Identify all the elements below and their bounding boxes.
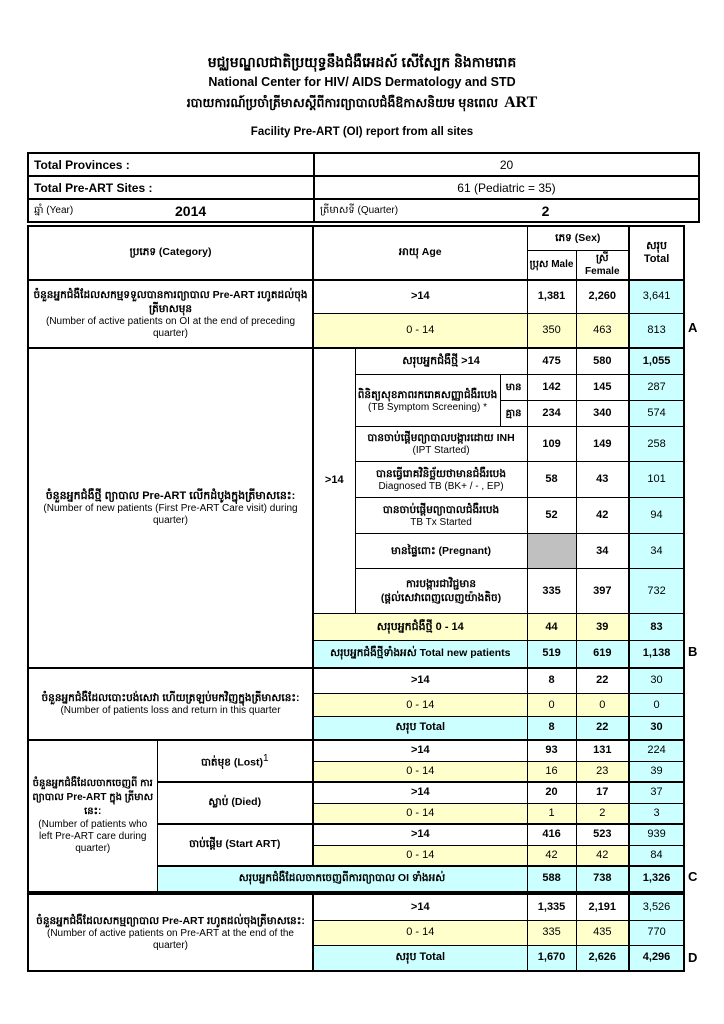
male-value: 8 bbox=[527, 717, 576, 740]
female-value: 22 bbox=[576, 668, 629, 694]
female-value: 34 bbox=[576, 534, 629, 569]
male-value: 1,335 bbox=[527, 894, 576, 920]
female-value: 145 bbox=[576, 375, 629, 401]
section-c-row-lost-over14 bbox=[28, 740, 684, 762]
age-cell: >14 bbox=[313, 782, 527, 804]
male-value: 142 bbox=[527, 375, 576, 401]
male-value: 42 bbox=[527, 846, 576, 866]
total-value: 1,326 bbox=[629, 866, 684, 892]
header-female: ស្រី Female bbox=[576, 250, 629, 280]
total-value: 813 bbox=[629, 314, 684, 348]
start-art-label-khmer: ចាប់ផ្តើម (Start ART) bbox=[189, 838, 281, 850]
female-value: 0 bbox=[576, 694, 629, 717]
section-d-label-khmer: ចំនួនអ្នកជំងឺដែលសកម្មព្យាបាល Pre-ART រហូតដល់ចុងត្រីមាសនេះ: bbox=[36, 914, 305, 927]
section-marker-d: D bbox=[688, 950, 698, 965]
table-header-row-1 bbox=[28, 226, 684, 250]
provinces-value: 20 bbox=[314, 153, 699, 176]
age-cell: សរុប Total bbox=[313, 717, 527, 740]
section-marker-a: A bbox=[688, 320, 698, 335]
section-marker-c: C bbox=[688, 869, 698, 884]
total-value: 34 bbox=[629, 534, 684, 569]
info-row-sites bbox=[28, 176, 699, 199]
total-value: 94 bbox=[629, 498, 684, 534]
male-value: 416 bbox=[527, 824, 576, 846]
year-label: ឆ្នាំ (Year) bbox=[34, 205, 74, 216]
diagnosed-tb-label-khmer: បានធ្វើរោគវិនិច្ឆ័យថាមានជំងឺរបេង bbox=[376, 467, 506, 480]
diagnosed-tb-label-english: Diagnosed TB (BK+ / - , EP) bbox=[378, 480, 504, 492]
total-value: 939 bbox=[629, 824, 684, 846]
female-value: 340 bbox=[576, 401, 629, 427]
total-value: 30 bbox=[629, 668, 684, 694]
section-a-category bbox=[28, 280, 313, 348]
year-cell bbox=[28, 199, 314, 222]
female-value: 42 bbox=[576, 846, 629, 866]
total-value: 574 bbox=[629, 401, 684, 427]
female-value: 2,191 bbox=[576, 894, 629, 920]
tb-screening-label-khmer: ពិនិត្យសុខភាពរករោគសញ្ញាជំងឺរបេង bbox=[357, 388, 498, 401]
total-value: 3 bbox=[629, 804, 684, 824]
title-english: National Center for HIV/ AIDS Dermatology and STD bbox=[208, 75, 516, 89]
info-row-period bbox=[28, 199, 699, 222]
row-label: សរុបអ្នកជំងឺថ្មី >14 bbox=[355, 348, 527, 375]
provinces-label: Total Provinces : bbox=[28, 153, 314, 176]
section-d-category bbox=[28, 894, 313, 971]
section-loss-label-english: (Number of patients loss and return in this quarter bbox=[60, 704, 281, 716]
subtitle-khmer bbox=[0, 92, 724, 114]
female-value: 149 bbox=[576, 427, 629, 462]
total-value: 1,055 bbox=[629, 348, 684, 375]
male-value: 109 bbox=[527, 427, 576, 462]
female-value: 397 bbox=[576, 569, 629, 614]
total-value: 287 bbox=[629, 375, 684, 401]
header-sex: ភេទ (Sex) bbox=[527, 226, 629, 250]
info-row-provinces bbox=[28, 153, 699, 176]
male-value: 0 bbox=[527, 694, 576, 717]
total-value: 84 bbox=[629, 846, 684, 866]
female-value: 131 bbox=[576, 740, 629, 762]
tb-yes-label: មាន bbox=[500, 375, 527, 401]
section-d-table bbox=[27, 893, 685, 972]
female-value: 39 bbox=[576, 614, 629, 641]
age-cell: 0 - 14 bbox=[313, 694, 527, 717]
tb-screening-label bbox=[355, 375, 500, 427]
section-c-label-khmer: ចំនួនអ្នកជំងឺដែលចាកចេញពី ការព្យាបាល Pre-ART ក្នុង ត្រីមាសនេះ: bbox=[32, 777, 154, 817]
male-value: 58 bbox=[527, 462, 576, 498]
total-value: 3,641 bbox=[629, 280, 684, 314]
quarter-cell bbox=[314, 199, 699, 222]
age-cell: >14 bbox=[313, 280, 527, 314]
total-value: 30 bbox=[629, 717, 684, 740]
female-value: 2 bbox=[576, 804, 629, 824]
total-value: 770 bbox=[629, 920, 684, 945]
section-b-label-english: (Number of new patients (First Pre-ART Care visit) during quarter) bbox=[43, 502, 298, 526]
ipt-label bbox=[355, 427, 527, 462]
subtitle-khmer-text: របាយការណ៍ប្រចាំត្រីមាសស្តីពីការព្យាបាលជំងឺឱកាសនិយម មុនពេល bbox=[186, 96, 499, 110]
died-label-khmer: ស្លាប់ (Died) bbox=[208, 796, 262, 808]
section-d-label-english: (Number of active patients on Pre-ART at the end of the quarter) bbox=[47, 927, 294, 951]
row-label: សរុបអ្នកជំងឺថ្មីទាំងអស់ Total new patients bbox=[313, 641, 527, 668]
age-cell: >14 bbox=[313, 894, 527, 920]
male-value: 44 bbox=[527, 614, 576, 641]
quarter-value: 2 bbox=[541, 202, 550, 219]
sites-value: 61 (Pediatric = 35) bbox=[314, 176, 699, 199]
male-value: 8 bbox=[527, 668, 576, 694]
section-a-row-over14 bbox=[28, 280, 684, 314]
section-c-category bbox=[28, 740, 157, 892]
pre-art-report-table bbox=[27, 225, 685, 893]
male-value: 519 bbox=[527, 641, 576, 668]
total-value: 258 bbox=[629, 427, 684, 462]
section-b-row-summary-over14 bbox=[28, 348, 684, 375]
female-value: 580 bbox=[576, 348, 629, 375]
title-khmer: មជ្ឈមណ្ឌលជាតិប្រយុទ្ធនឹងជំងឺអេដស៍ សើស្បែក និងកាមរោគ bbox=[207, 54, 517, 70]
total-value: 0 bbox=[629, 694, 684, 717]
female-value: 2,626 bbox=[576, 945, 629, 971]
lost-label bbox=[157, 740, 313, 782]
age-cell: 0 - 14 bbox=[313, 846, 527, 866]
female-value: 17 bbox=[576, 782, 629, 804]
tb-no-label: គ្មាន bbox=[500, 401, 527, 427]
tb-tx-label-english: TB Tx Started bbox=[410, 516, 472, 528]
male-value-disabled bbox=[527, 534, 576, 569]
header-category: ប្រភេទ (Category) bbox=[28, 226, 313, 280]
male-value: 475 bbox=[527, 348, 576, 375]
total-value: 101 bbox=[629, 462, 684, 498]
quarter-label: ត្រីមាសទី (Quarter) bbox=[320, 205, 399, 216]
male-value: 1,670 bbox=[527, 945, 576, 971]
female-value: 43 bbox=[576, 462, 629, 498]
age-cell: 0 - 14 bbox=[313, 314, 527, 348]
report-info-table bbox=[27, 152, 700, 223]
total-value: 3,526 bbox=[629, 894, 684, 920]
report-title: Facility Pre-ART (OI) report from all sites bbox=[250, 126, 474, 138]
total-value: 732 bbox=[629, 569, 684, 614]
age-cell: >14 bbox=[313, 824, 527, 846]
female-value: 738 bbox=[576, 866, 629, 892]
section-a-label-khmer: ចំនួនអ្នកជំងឺដែលសកម្មទទួលបានការព្យាបាល Pre-ART រហូតដល់ចុងត្រីមាសមុន bbox=[33, 288, 308, 315]
section-b-label-khmer: ចំនួនអ្នកជំងឺថ្មី ព្យាបាល Pre-ART លើកដំបូងក្នុងត្រីមាសនេះ: bbox=[45, 489, 296, 502]
row-label: សរុបអ្នកជំងឺថ្មី 0 - 14 bbox=[313, 614, 527, 641]
female-value: 2,260 bbox=[576, 280, 629, 314]
section-loss-row-over14 bbox=[28, 668, 684, 694]
header-male: ប្រុស Male bbox=[527, 250, 576, 280]
male-value: 350 bbox=[527, 314, 576, 348]
total-value: 1,138 bbox=[629, 641, 684, 668]
male-value: 234 bbox=[527, 401, 576, 427]
tb-screening-label-english: (TB Symptom Screening) * bbox=[368, 401, 487, 413]
age-cell: >14 bbox=[313, 740, 527, 762]
section-loss-category bbox=[28, 668, 313, 740]
male-value: 93 bbox=[527, 740, 576, 762]
male-value: 335 bbox=[527, 920, 576, 945]
pregnant-label bbox=[355, 534, 527, 569]
female-value: 22 bbox=[576, 717, 629, 740]
lost-label-khmer: បាត់មុខ (Lost) bbox=[200, 756, 264, 769]
section-a-label-english: (Number of active patients on OI at the end of preceding quarter) bbox=[45, 315, 296, 339]
female-value: 23 bbox=[576, 762, 629, 782]
section-loss-label-khmer: ចំនួនអ្នកជំងឺដែលបោះបង់សេវា ហើយត្រឡប់មកវិញក្នុងត្រីមាសនេះ: bbox=[41, 691, 300, 704]
age-cell: 0 - 14 bbox=[313, 804, 527, 824]
total-value: 39 bbox=[629, 762, 684, 782]
male-value: 1 bbox=[527, 804, 576, 824]
lost-footnote-mark: 1 bbox=[263, 752, 269, 764]
total-value: 37 bbox=[629, 782, 684, 804]
ipt-label-english: (IPT Started) bbox=[412, 445, 470, 456]
male-value: 335 bbox=[527, 569, 576, 614]
female-value: 463 bbox=[576, 314, 629, 348]
total-value: 83 bbox=[629, 614, 684, 641]
died-label bbox=[157, 782, 313, 824]
section-b-category bbox=[28, 348, 313, 668]
female-value: 435 bbox=[576, 920, 629, 945]
header-total: សរុប Total bbox=[629, 226, 684, 280]
positive-prevention-label-khmer: ការបង្ការជាវិជ្ជមាន bbox=[406, 578, 477, 590]
section-c-label-english: (Number of patients who left Pre-ART care during quarter) bbox=[38, 818, 148, 854]
female-value: 523 bbox=[576, 824, 629, 846]
male-value: 52 bbox=[527, 498, 576, 534]
male-value: 16 bbox=[527, 762, 576, 782]
age-cell: 0 - 14 bbox=[313, 920, 527, 945]
pregnant-label-khmer: មានផ្ទៃពោះ (Pregnant) bbox=[391, 545, 492, 557]
year-value: 2014 bbox=[175, 202, 207, 219]
age-cell: >14 bbox=[313, 668, 527, 694]
diagnosed-tb-label bbox=[355, 462, 527, 498]
total-value: 4,296 bbox=[629, 945, 684, 971]
total-value: 224 bbox=[629, 740, 684, 762]
female-value: 42 bbox=[576, 498, 629, 534]
section-d-row-over14 bbox=[28, 894, 684, 920]
male-value: 20 bbox=[527, 782, 576, 804]
positive-prevention-label-khmer-2: (ផ្តល់សេវាពេញលេញយ៉ាងតិច) bbox=[380, 592, 502, 604]
positive-prevention-label bbox=[355, 569, 527, 614]
tb-tx-label bbox=[355, 498, 527, 534]
header-age: អាយុ Age bbox=[313, 226, 527, 280]
tb-tx-label-khmer: បានចាប់ផ្តើមព្យាបាលជំងឺរបេង bbox=[382, 503, 500, 516]
ipt-label-khmer: បានចាប់ផ្តើមព្យាបាលបង្ការដោយ INH bbox=[367, 432, 515, 444]
male-value: 1,381 bbox=[527, 280, 576, 314]
age-cell: សរុប Total bbox=[313, 945, 527, 971]
male-value: 588 bbox=[527, 866, 576, 892]
female-value: 619 bbox=[576, 641, 629, 668]
age-cell: 0 - 14 bbox=[313, 762, 527, 782]
section-b-age-group: >14 bbox=[313, 348, 355, 614]
subtitle-art: ART bbox=[504, 94, 538, 111]
row-label: សរុបអ្នកជំងឺដែលចាកចេញពីការព្យាបាល OI ទាំងអស់ bbox=[157, 866, 527, 892]
section-marker-b: B bbox=[688, 644, 698, 659]
document-header bbox=[0, 52, 724, 138]
sites-label: Total Pre-ART Sites : bbox=[28, 176, 314, 199]
start-art-label bbox=[157, 824, 313, 866]
